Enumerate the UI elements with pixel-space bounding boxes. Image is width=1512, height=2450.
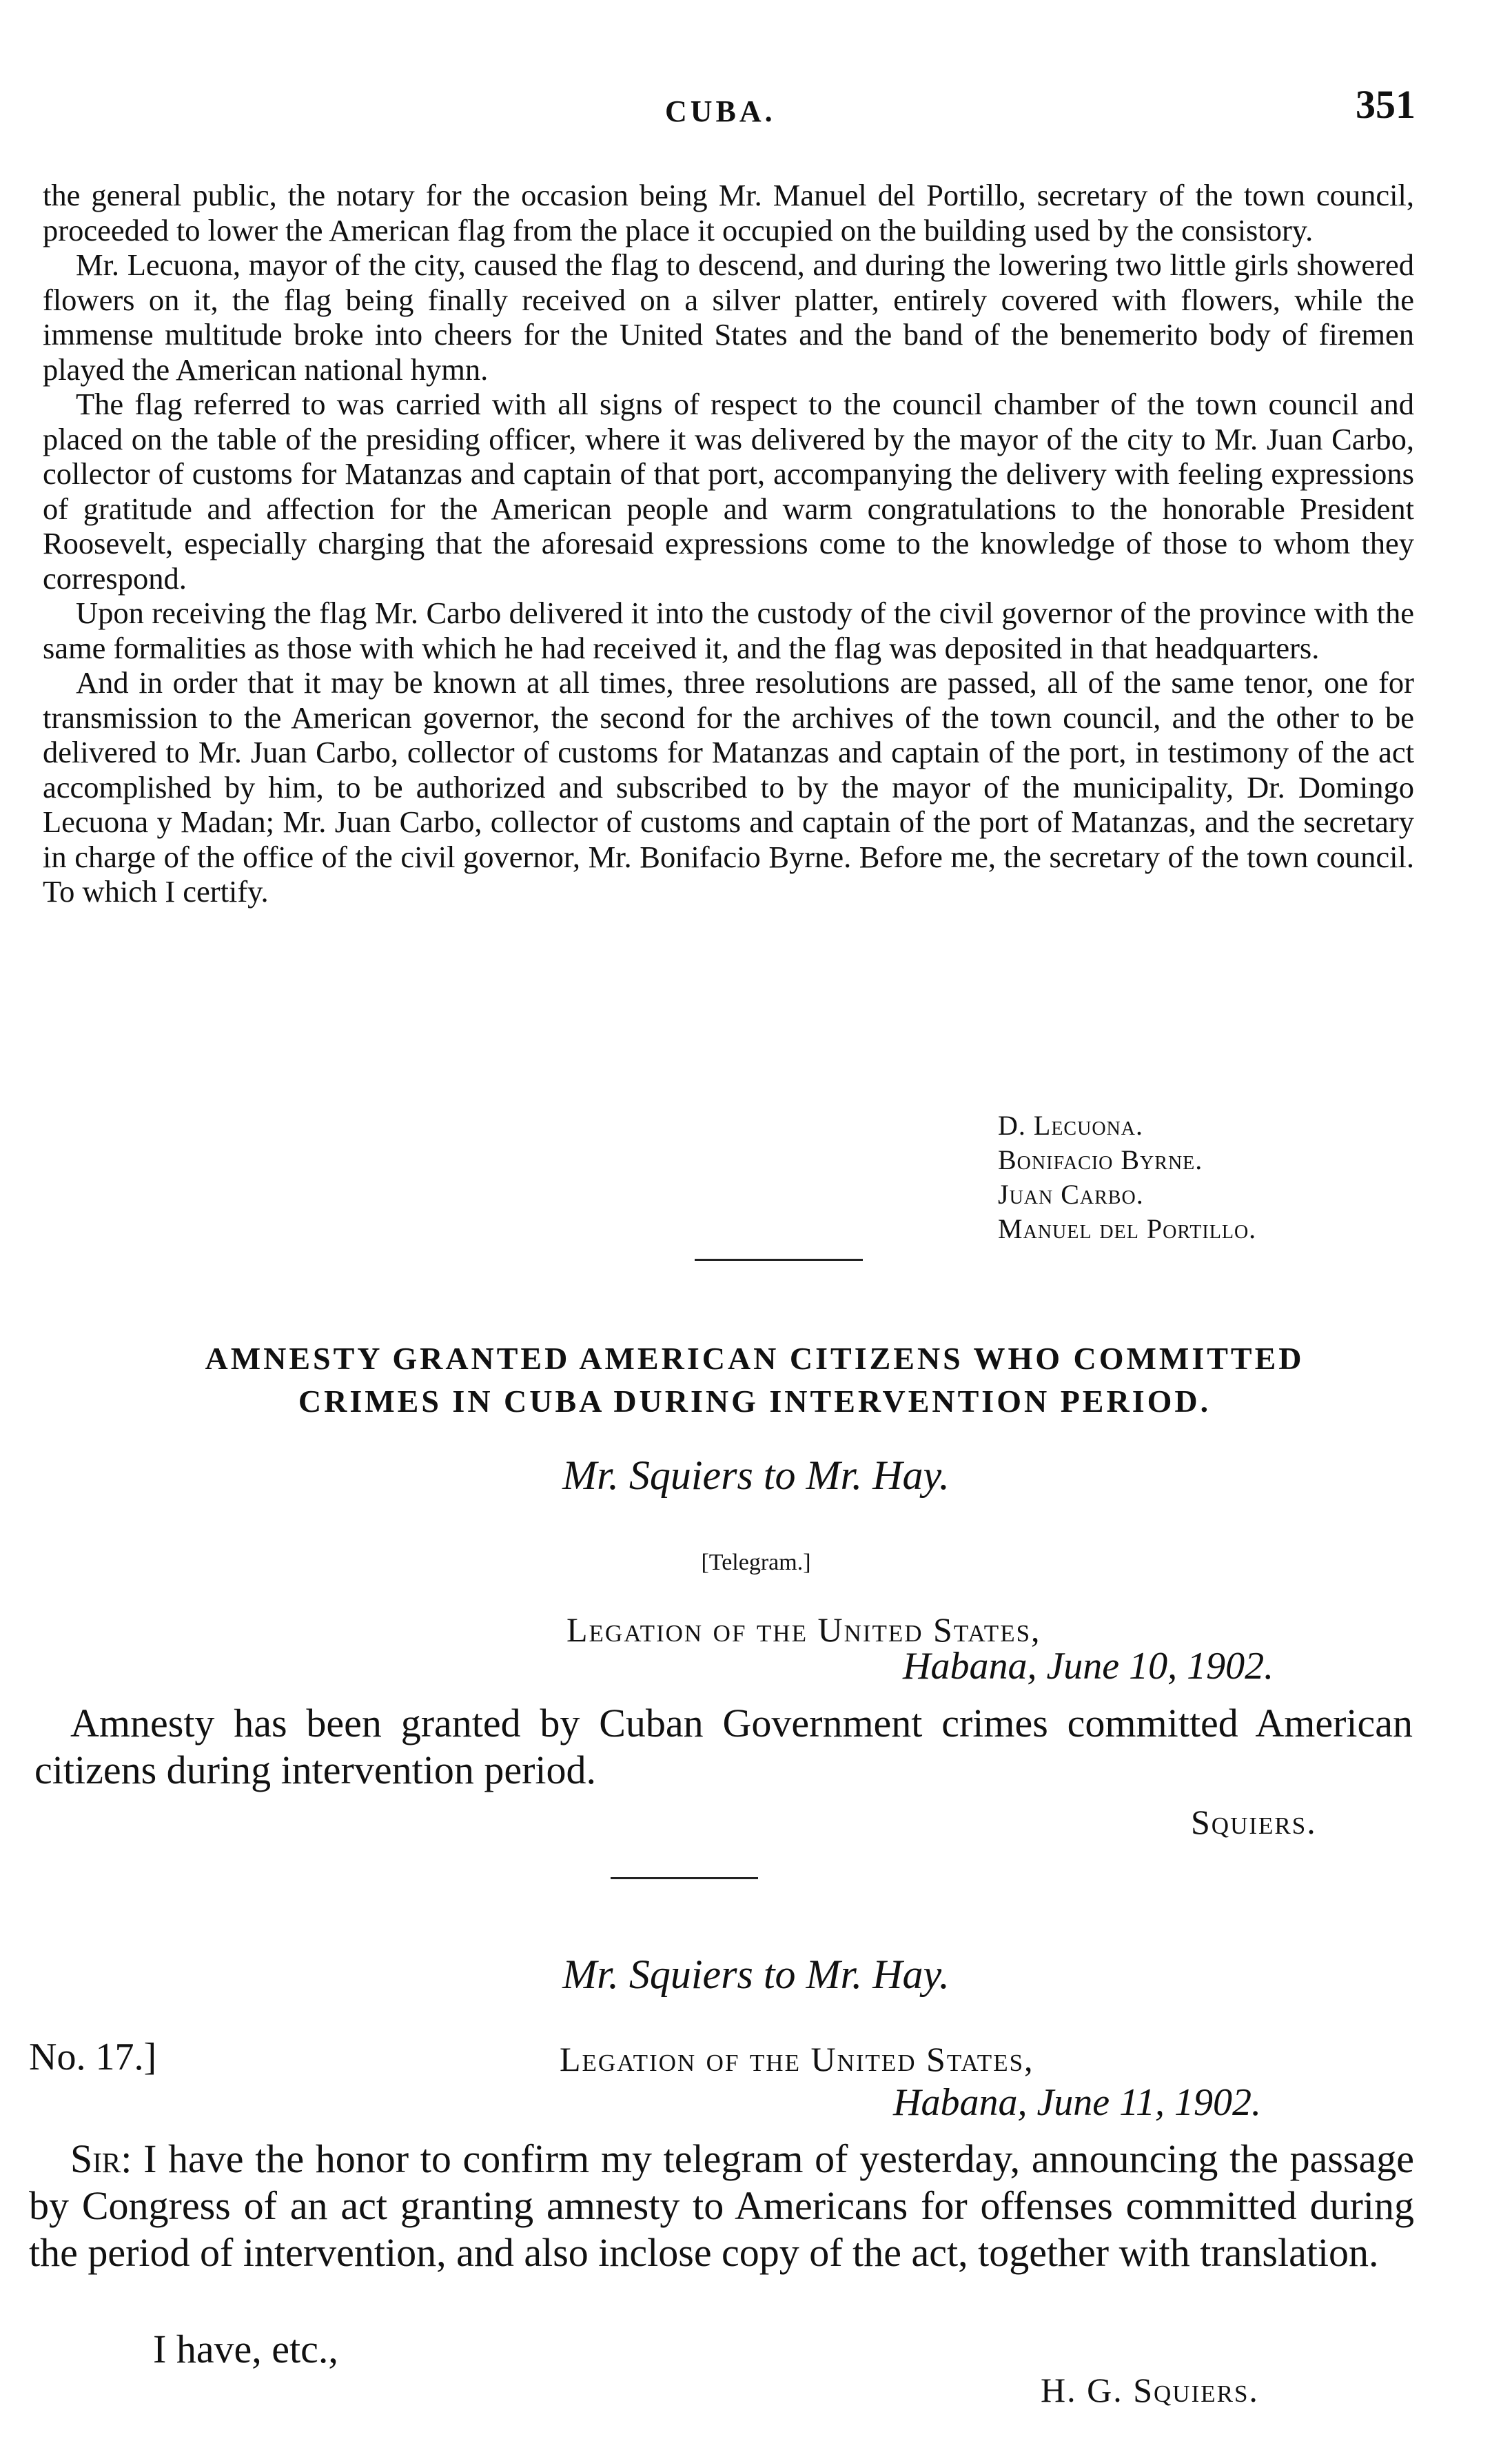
section-divider xyxy=(611,1877,758,1879)
paragraph: Upon receiving the flag Mr. Carbo delivered it into the custody of the civil governor of the province with the same formalities as those with which he had received it, and the flag was deposited in that headquarters. xyxy=(43,596,1414,665)
signatory: Juan Carbo. xyxy=(998,1179,1144,1210)
letter-paragraph xyxy=(29,2136,1414,2276)
paragraph: And in order that it may be known at all times, three resolutions are passed, all of the same tenor, one for transmission to the American governor, the second for the archives of the town council, and the other to be delivered to Mr. Juan Carbo, collector of customs for Matanzas and captain of the port, in testimony of the act accomplished by him, to be authorized and subscribed to by the mayor of the municipality, Dr. Domingo Lecuona y Madan; Mr. Juan Carbo, collector of customs and captain of the port of Matanzas, and the secretary in charge of the office of the civil governor, Mr. Bonifacio Byrne. Before me, the secretary of the town council. To which I certify. xyxy=(43,665,1414,909)
letter-dateline: Habana, June 11, 1902. xyxy=(893,2081,1261,2124)
telegram-signer: Squiers. xyxy=(1191,1803,1317,1841)
signatory: D. Lecuona. xyxy=(998,1110,1143,1141)
telegram-legation: Legation of the United States, xyxy=(566,1610,1041,1649)
paragraph: Mr. Lecuona, mayor of the city, caused the flag to descend, and during the lowering two little girls showered flowers on it, the flag being finally received on a silver platter, entirely covered with flowers, while the immense multitude broke into cheers for the United States and the band of the benemerito body of firemen played the American national hymn. xyxy=(43,247,1414,387)
telegram-dateline: Habana, June 10, 1902. xyxy=(903,1645,1274,1688)
section-divider xyxy=(695,1259,863,1261)
page-number: 351 xyxy=(1356,82,1416,127)
telegram-paragraph: Amnesty has been granted by Cuban Government crimes committed American citizens during intervention period. xyxy=(34,1701,1413,1792)
letter-number: No. 17.] xyxy=(29,2036,157,2078)
telegram-text xyxy=(34,1700,1413,1794)
paragraph: the general public, the notary for the occasion being Mr. Manuel del Portillo, secretary of the town council, proceeded to lower the American flag from the place it occupied on the building used by the consistory. xyxy=(43,178,1414,247)
signatories-block xyxy=(998,1108,1256,1246)
running-head-title: CUBA. xyxy=(665,94,776,128)
letter-legation: Legation of the United States, xyxy=(560,2040,1034,2078)
signatory: Manuel del Portillo. xyxy=(998,1213,1257,1244)
section-heading-line: AMNESTY GRANTED AMERICAN CITIZENS WHO COMMITTED xyxy=(205,1341,1305,1376)
letter-heading: Mr. Squiers to Mr. Hay. xyxy=(562,1952,950,1997)
letter-signer: H. G. Squiers. xyxy=(1041,2371,1259,2409)
section-heading-line: CRIMES IN CUBA DURING INTERVENTION PERIOD. xyxy=(298,1384,1212,1419)
body-text xyxy=(43,178,1414,909)
salutation: Sir: xyxy=(70,2136,132,2181)
signatory: Bonifacio Byrne. xyxy=(998,1144,1203,1175)
section-heading xyxy=(28,1337,1482,1423)
telegram-heading: Mr. Squiers to Mr. Hay. xyxy=(562,1452,950,1498)
telegram-note: [Telegram.] xyxy=(701,1550,811,1575)
paragraph: The flag referred to was carried with all signs of respect to the council chamber of the town council and placed on the table of the presiding officer, where it was delivered by the mayor of the city to Mr. Juan Carbo, collector of customs for Matanzas and captain of that port, accompanying the delivery with feeling expressions of gratitude and affection for the American people and warm congratulations to the honorable President Roosevelt, especially charging that the aforesaid expressions come to the knowledge of those to whom they correspond. xyxy=(43,387,1414,596)
letter-text: I have the honor to confirm my telegram of yesterday, announcing the passage by Congress of an act granting amnesty to Americans for offenses committed during the period of intervention, and also inclose copy of the act, together with translation. xyxy=(29,2136,1415,2275)
running-head xyxy=(0,81,1512,136)
letter-body xyxy=(29,2136,1414,2276)
closing: I have, etc., xyxy=(153,2327,338,2371)
